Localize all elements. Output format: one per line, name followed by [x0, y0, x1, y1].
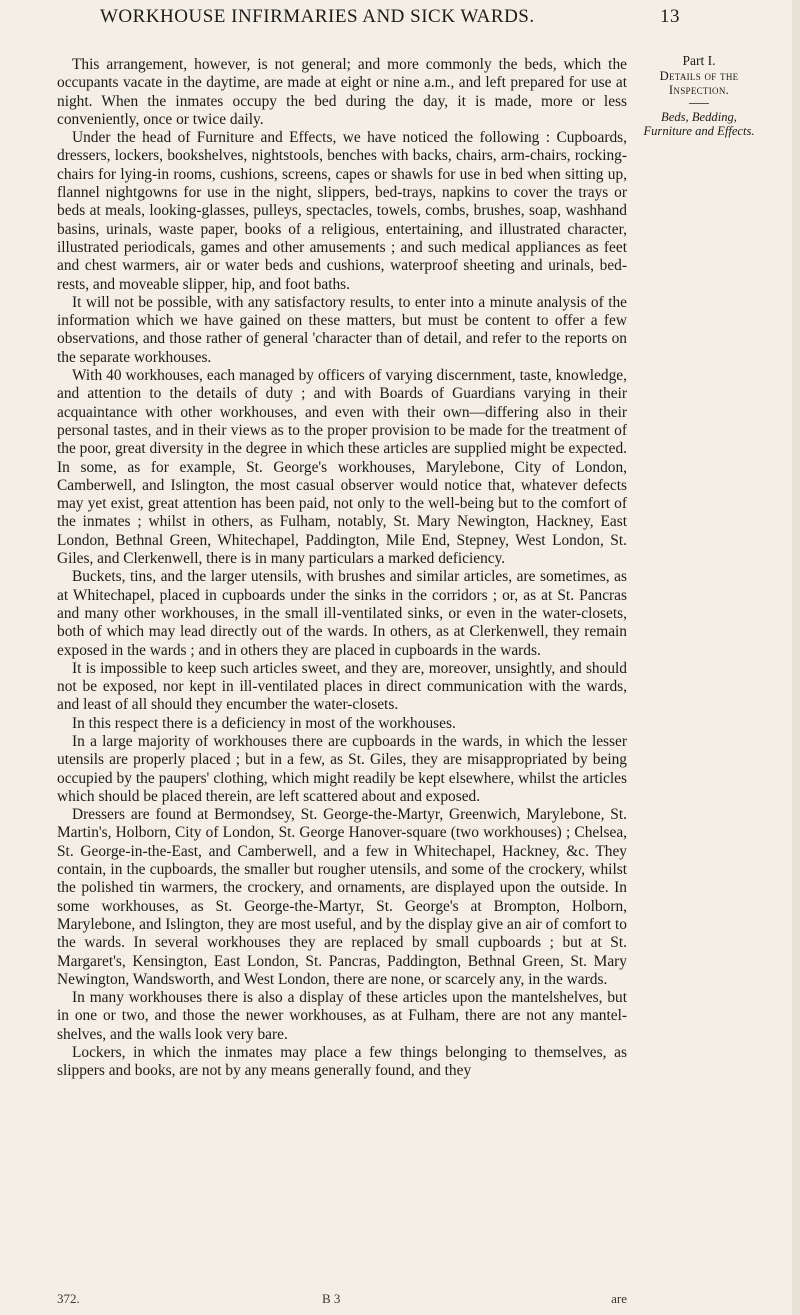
- part-label: Part I.: [682, 53, 716, 68]
- sidenote-beds-bedding: Beds, Bedding, Furniture and Effects.: [643, 109, 755, 138]
- paragraph: In a large majority of workhouses there are cupboards in the wards, in which the lesser utensils are properly placed ; but in a few, as St. Giles, they are misappropriated by being occupied by the paupers' clothing, which might readily be kept elsewhere, whilst the articles which should be placed therein, are left scattered about and exposed.: [57, 732, 627, 805]
- sheet-mark: B 3: [322, 1291, 341, 1306]
- paragraph: In this respect there is a deficiency in most of the workhouses.: [72, 714, 456, 732]
- page-edge: [792, 0, 800, 1315]
- paragraph: Under the head of Furniture and Effects, we have noticed the following : Cupboards, dressers, lockers, bookshelves, nightstools, benches with backs, chairs, arm-chairs, rocking-chairs for lying-in rooms, cushions, screens, capes or shawls for use in bed when sitting up, flannel nightgowns for use in the night, slippers, bed-trays, napkins to cover the trays or beds at meals, looking-glasses, pulleys, spectacles, towels, combs, brushes, soap, washhand basins, urinals, waste paper, books of a religious, entertaining, and illustrated character, illustrated periodicals, games and other amusements ; and such medical appliances as feet and chest warmers, air or water beds and cushions, waterproof sheeting and urinals, bed-rests, and moveable slipper, hip, and foot baths.: [57, 129, 627, 293]
- section-label: Details of the Inspection.: [659, 68, 739, 97]
- paragraph: Buckets, tins, and the larger utensils, with brushes and similar articles, are sometimes, as at Whitechapel, placed in cupboards under the sinks in the corridors ; or, as at St. Pancras and many other workhouses, in the small ill-ventilated sinks, or even in the water-closets, both of which may lead directly out of the wards. In others, as at Clerkenwell, they remain exposed in the wards ; and in others they are placed in cupboards in the wards.: [57, 568, 627, 659]
- body-text: [57, 56, 627, 1081]
- paragraph: It is impossible to keep such articles sweet, and they are, moreover, unsightly, and should not be exposed, nor kept in ill-ventilated places in direct communication with the wards, and least of all should they encumber the water-closets.: [57, 659, 627, 714]
- running-title: WORKHOUSE INFIRMARIES AND SICK WARDS.: [100, 6, 535, 27]
- paragraph: Lockers, in which the inmates may place a few things belonging to themselves, as slippers and books, are not by any means generally found, and they: [57, 1044, 627, 1080]
- paragraph: This arrangement, however, is not general; and more commonly the beds, which the occupants vacate in the daytime, are made at eight or nine a.m., and left prepared for use at night. When the inmates occupy the bed during the day, it is made, more or less conveniently, once or twice daily.: [57, 56, 627, 128]
- catchword: are: [611, 1291, 627, 1306]
- paragraph: In many workhouses there is also a display of these articles upon the mantelshelves, but in one or two, and those the newer workhouses, as at Fulham, there are not any mantel-shelves, and the walls look very bare.: [57, 989, 627, 1043]
- page-number: 13: [660, 6, 680, 27]
- page-footer: [57, 1291, 627, 1309]
- signature-number: 372.: [57, 1291, 80, 1306]
- paragraph: It will not be possible, with any satisfactory results, to enter into a minute analysis of the information which we have gained on these matters, but must be content to offer a few observations, and those rather of general 'character than of detail, and refer to the reports on the separate workhouses.: [57, 293, 627, 366]
- paragraph: Dressers are found at Bermondsey, St. George-the-Martyr, Greenwich, Marylebone, St. Martin's, Holborn, City of London, St. George Hanover-square (two workhouses) ; Chelsea, St. George-in-the-East, and Camberwell, and a few in Whitechapel, Hackney, &c. They contain, in the cupboards, the smaller but rougher utensils, and some of the crockery, whilst the polished tin warmers, the crockery, and ornaments, are displayed upon the outside. In some workhouses, as St. George-the-Martyr, St. George's at Brompton, Holborn, Marylebone, and Islington, they are most useful, and by the display give an air of comfort to the wards. In several workhouses they are replaced by small cupboards ; but at St. Margaret's, Kensington, East London, St. Pancras, Paddington, Bethnal Green, St. Mary Newington, Wandsworth, and West London, there are none, or scarcely any, in the wards.: [57, 806, 627, 988]
- margin-rule: [689, 103, 709, 104]
- margin-notes: [636, 54, 762, 139]
- paragraph: With 40 workhouses, each managed by officers of varying discernment, taste, knowledge, and attention to the details of duty ; and with Boards of Guardians varying in their acquaintance with other workhouses, and even with their own—differing also in their personal tastes, and in their views as to the proper provision to be made for the treatment of the poor, great diversity in the degree in which these articles are supplied might be expected. In some, as for example, St. George's workhouses, Marylebone, City of London, Camberwell, and Islington, the most casual observer would notice that, whatever defects may yet exist, great attention has been paid, not only to the well-being but to the comfort of the inmates ; whilst in others, as Fulham, notably, St. Mary Newington, Hackney, East London, Bethnal Green, Whitechapel, Paddington, Mile End, Stepney, West London, St. Giles, and Clerkenwell, there is in many particulars a marked deficiency.: [57, 367, 627, 568]
